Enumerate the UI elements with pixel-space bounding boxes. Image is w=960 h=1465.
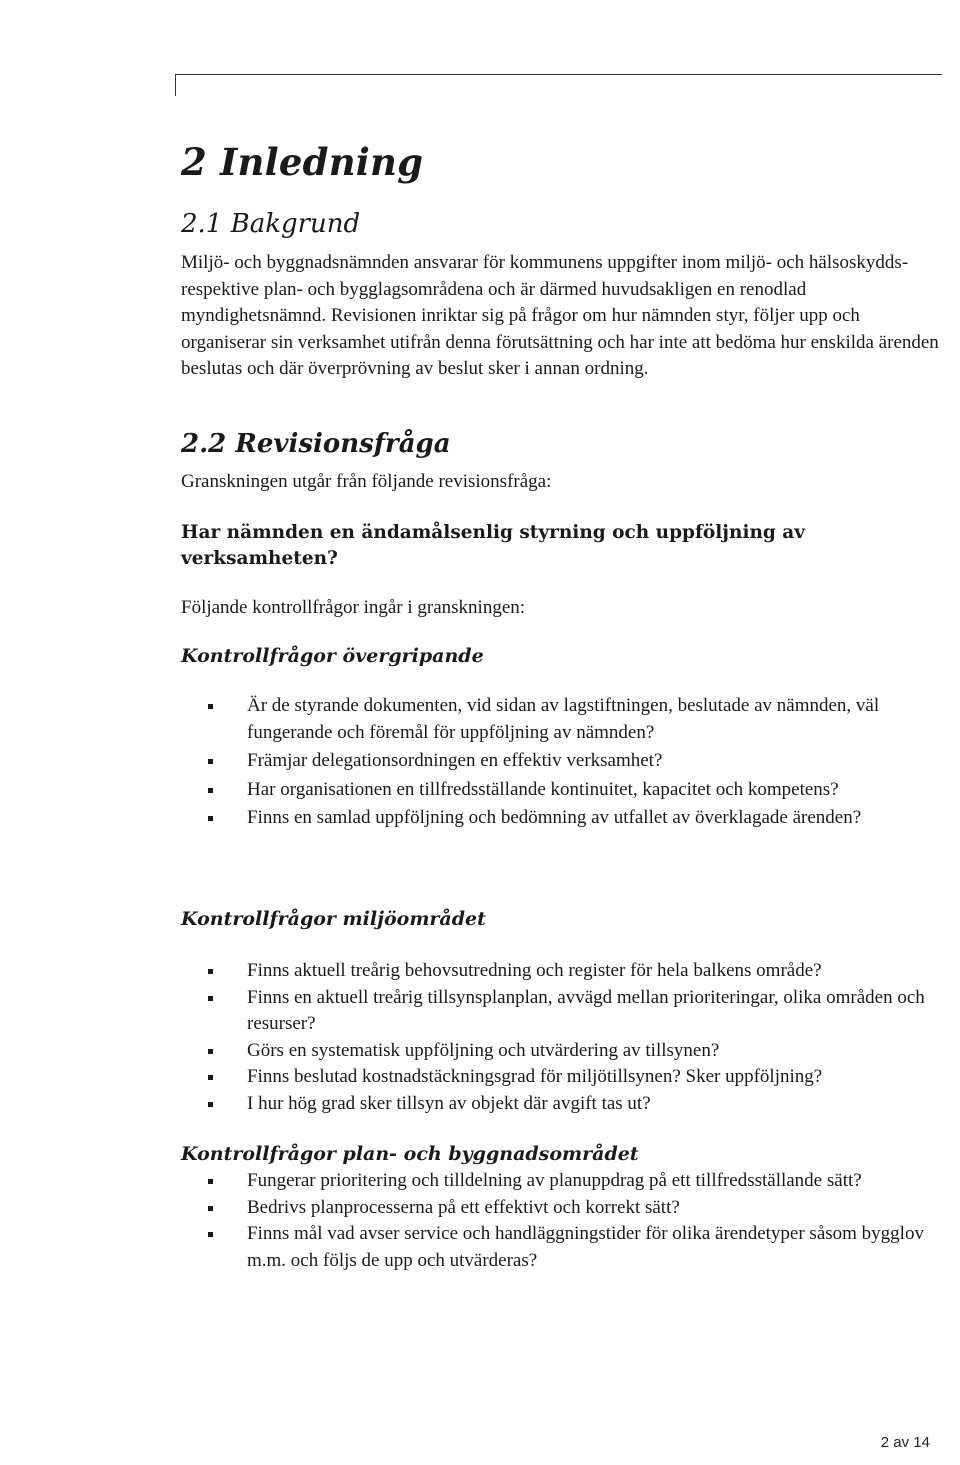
- list-item: [181, 805, 941, 832]
- bullet-icon: [208, 1232, 213, 1237]
- list-item-text: Är de styrande dokumenten, vid sidan av lagstiftningen, beslutade av nämnden, väl fungerande och föremål för uppföljning av nämnden?: [247, 695, 880, 743]
- bullet-icon: [208, 1049, 213, 1054]
- list-item: [181, 985, 941, 1038]
- list-item-text: Har organisationen en tillfredsställande kontinuitet, kapacitet och kompetens?: [247, 778, 839, 800]
- group-title-miljoomradet: Kontrollfrågor miljöområdet: [181, 908, 486, 930]
- list-item-text: Finns en samlad uppföljning och bedömning av utfallet av överklagade ärenden?: [247, 807, 862, 828]
- bullet-icon: [208, 1179, 213, 1184]
- bullet-icon: [208, 1075, 213, 1080]
- list-plan-byggnadsomradet: [181, 1168, 941, 1274]
- list-item: [181, 693, 941, 746]
- list-item: [181, 958, 941, 985]
- chapter-title: 2 Inledning: [181, 140, 424, 184]
- list-item: [181, 1195, 941, 1222]
- list-item: [181, 1221, 941, 1274]
- list-item-text: Främjar delegationsordningen en effektiv verksamhet?: [247, 750, 663, 771]
- header-rule-vertical: [175, 74, 176, 96]
- list-item: [181, 1168, 941, 1195]
- list-item: [181, 777, 941, 804]
- section-title-bakgrund: 2.1 Bakgrund: [181, 209, 361, 239]
- group-title-plan-byggnadsomradet: Kontrollfrågor plan- och byggnadsområdet: [181, 1143, 639, 1165]
- bullet-icon: [208, 704, 213, 709]
- revisionsfraga-intro: Granskningen utgår från följande revisionsfråga:: [181, 471, 552, 492]
- list-item: [181, 748, 941, 775]
- list-item-text: Finns en aktuell treårig tillsynsplanplan, avvägd mellan prioriteringar, olika områden och resurser?: [247, 986, 925, 1034]
- bullet-icon: [208, 1102, 213, 1107]
- bullet-icon: [208, 759, 213, 764]
- list-item-text: Finns aktuell treårig behovsutredning och register för hela balkens område?: [247, 960, 822, 981]
- list-item-text: Finns mål vad avser service och handläggningstider för olika ärendetyper såsom bygglov m.m. och följs de upp och utvärderas?: [247, 1223, 924, 1271]
- bullet-icon: [208, 1206, 213, 1211]
- list-item: [181, 1091, 941, 1118]
- bullet-icon: [208, 788, 213, 793]
- bullet-icon: [208, 969, 213, 974]
- control-questions-intro: Följande kontrollfrågor ingår i granskningen:: [181, 597, 526, 618]
- header-rule-horizontal: [176, 74, 942, 75]
- list-item-text: Finns beslutad kostnadstäckningsgrad för miljötillsynen? Sker uppföljning?: [247, 1066, 823, 1087]
- list-item-text: Fungerar prioritering och tilldelning av planuppdrag på ett tillfredsställande sätt?: [247, 1170, 862, 1191]
- section-title-revisionsfraga: 2.2 Revisionsfråga: [181, 429, 451, 459]
- bullet-icon: [208, 816, 213, 821]
- list-item-text: Görs en systematisk uppföljning och utvärdering av tillsynen?: [247, 1039, 720, 1061]
- list-item-text: Bedrivs planprocesserna på ett effektivt och korrekt sätt?: [247, 1196, 680, 1218]
- group-title-overgripande: Kontrollfrågor övergripande: [181, 645, 484, 667]
- list-item-text: I hur hög grad sker tillsyn av objekt där avgift tas ut?: [247, 1092, 651, 1114]
- list-item: [181, 1038, 941, 1065]
- list-item: [181, 1064, 941, 1091]
- list-overgripande: [181, 693, 941, 834]
- bakgrund-paragraph: Miljö- och byggnadsnämnden ansvarar för kommunens uppgifter inom miljö- och hälsoskydds- respektive plan- och bygglagsområdena och är därmed huvudsakligen en renodlad myndighetsnämnd. Revisionen inriktar sig på frågor om hur nämnden styr, följer upp och organiserar sin verksamhet utifrån denna förutsättning och har inte att bedöma hur enskilda ärenden beslutas och där överprövning av beslut sker i annan ordning.: [181, 252, 939, 379]
- page-number: 2 av 14: [880, 1434, 930, 1451]
- bullet-icon: [208, 996, 213, 1001]
- list-miljoomradet: [181, 958, 941, 1117]
- revision-question: Har nämnden en ändamålsenlig styrning och uppföljning av verksamheten?: [181, 522, 806, 569]
